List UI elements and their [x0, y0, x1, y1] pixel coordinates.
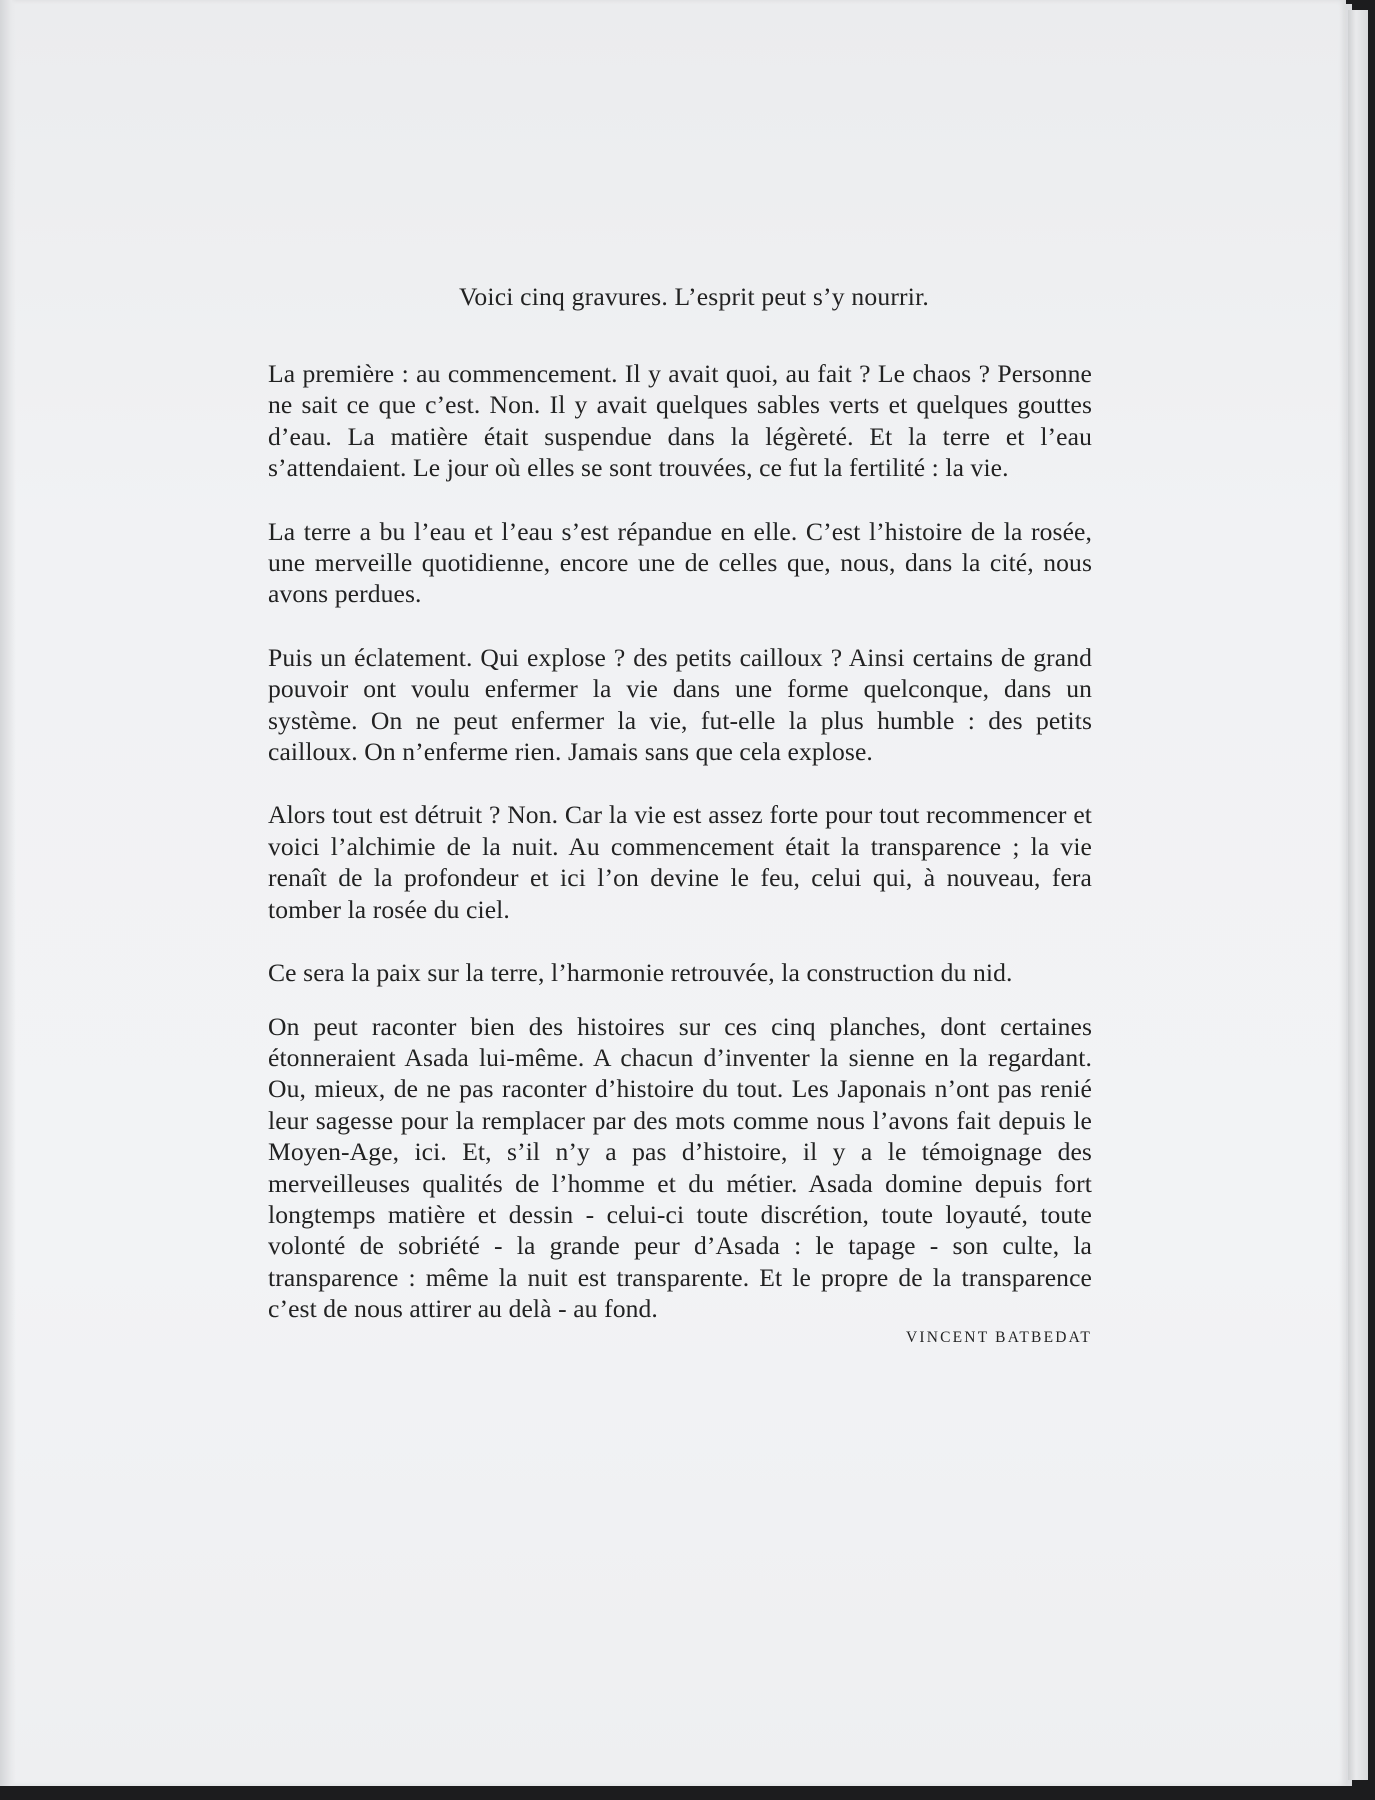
paragraph-1: La première : au commencement. Il y avait quoi, au fait ? Le chaos ? Personne ne sait ce que c’est. Non. Il y avait quelques sables verts et quelques gouttes d’eau. La matière était suspendue dans la légèreté. Et la terre et l’eau s’attendaient. Le jour où elles se sont trouvées, ce fut la fertilité : la vie.	[268, 359, 1092, 483]
paragraph-3: Puis un éclatement. Qui explose ? des petits cailloux ? Ainsi certains de grand pouvoir ont voulu enfermer la vie dans une forme quelconque, dans un système. On ne peut enfermer la vie, fut-elle la plus humble : des petits cailloux. On n’enferme rien. Jamais sans que cela explose.	[268, 642, 1092, 767]
paragraph-2: La terre a bu l’eau et l’eau s’est répandue en elle. C’est l’histoire de la rosée, une merveille quotidienne, encore une de celles que, nous, dans la cité, nous avons perdues.	[268, 516, 1092, 609]
paragraph-6: On peut raconter bien des histoires sur ces cinq planches, dont certaines étonneraient Asada lui-même. A chacun d’inventer la sienne en la regardant. Ou, mieux, de ne pas raconter d’histoire du tout. Les Japonais n’ont pas renié leur sagesse pour la remplacer par des mots comme nous l’avons fait depuis le Moyen-Age, ici. Et, s’il n’y a pas d’histoire, il y a le témoignage des merveilleuses qualités de l’homme et du métier. Asada domine depuis fort longtemps matière et dessin - celui-ci toute discrétion, toute loyauté, toute volonté de sobriété - la grande peur d’Asada : le tapage - son culte, la transparence : même la nuit est transparente. Et le propre de la transparence c’est de nous attirer au delà - au fond.	[268, 1011, 1092, 1324]
page-text-block	[268, 266, 1092, 1347]
page-stack-edge-outer	[1348, 10, 1368, 1780]
author-signature: VINCENT BATBEDAT	[905, 1328, 1092, 1346]
epigraph: Voici cinq gravures. L’esprit peut s’y nourrir.	[459, 282, 929, 311]
paragraph-4: Alors tout est détruit ? Non. Car la vie est assez forte pour tout recommencer et voici l’alchimie de la nuit. Au commencement était la transparence ; la vie renaît de la profondeur et ici l’on devine le feu, celui qui, à nouveau, fera tomber la rosée du ciel.	[268, 800, 1092, 924]
paragraph-5: Ce sera la paix sur la terre, l’harmonie retrouvée, la construction du nid.	[268, 958, 1013, 988]
